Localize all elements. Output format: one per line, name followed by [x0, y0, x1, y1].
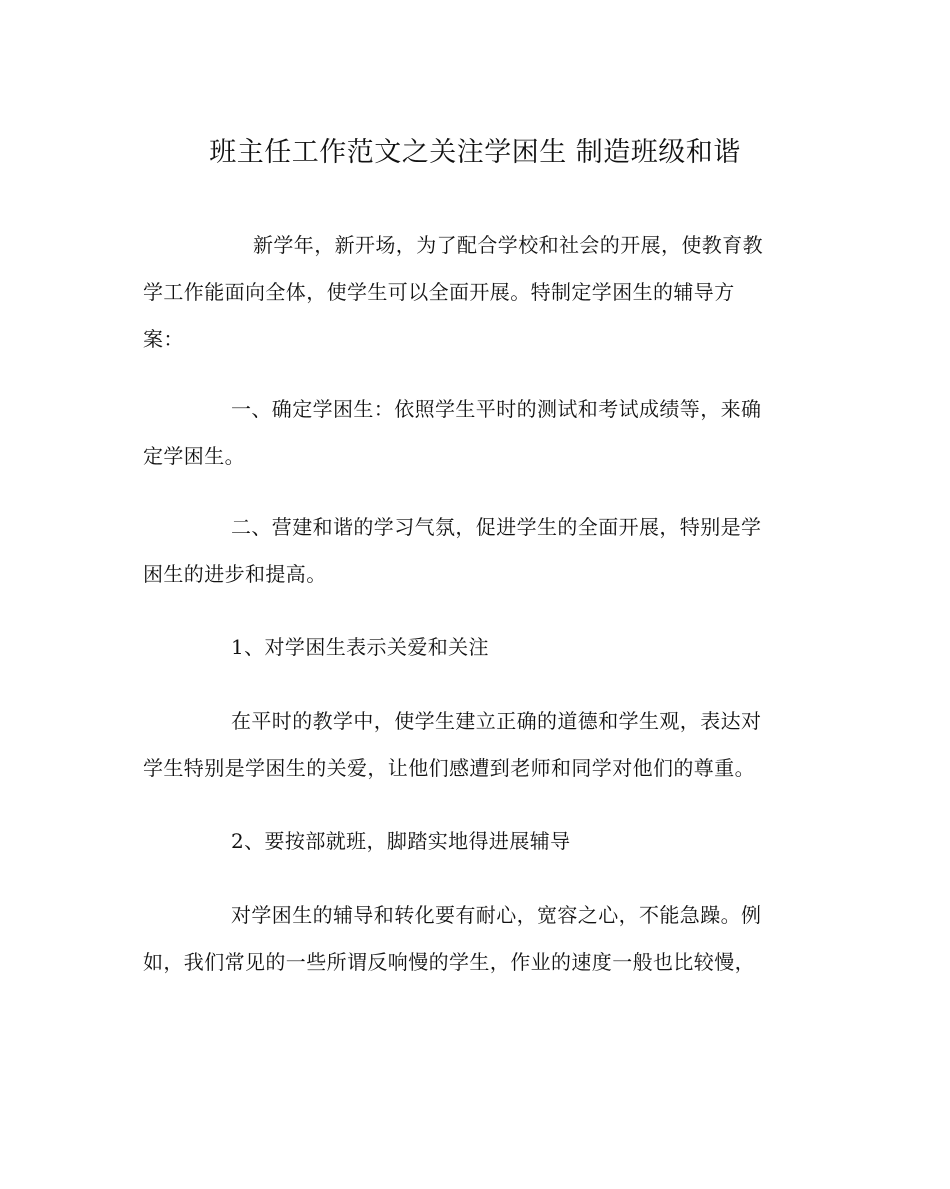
paragraph-section-1 — [143, 386, 807, 480]
paragraph-section-2 — [143, 504, 807, 598]
document-title: 班主任工作范文之关注学困生 制造班级和谐 — [209, 137, 741, 168]
paragraph-item-2-heading — [143, 818, 807, 865]
paragraph-line: 定学困生。 — [143, 444, 245, 468]
paragraph-line: 二、营建和谐的学习气氛，促进学生的全面开展，特别是学 — [231, 515, 762, 539]
paragraph-line: 1、对学困生表示关爱和关注 — [231, 635, 489, 659]
paragraph-line: 一、确定学困生：依照学生平时的测试和考试成绩等，来确 — [231, 397, 762, 421]
paragraph-line: 新学年，新开场，为了配合学校和社会的开展，使教育教 — [253, 233, 763, 257]
paragraph-item-1-heading — [143, 624, 807, 671]
paragraph-item-2-body — [143, 892, 807, 986]
paragraph-line: 如，我们常见的一些所谓反响慢的学生，作业的速度一般也比较慢， — [143, 950, 755, 974]
paragraph-line: 在平时的教学中，使学生建立正确的道德和学生观，表达对 — [231, 709, 762, 733]
paragraph-line: 2、要按部就班，脚踏实地得进展辅导 — [231, 829, 571, 853]
paragraph-line: 案： — [143, 327, 184, 351]
paragraph-line: 学生特别是学困生的关爱，让他们感遭到老师和同学对他们的尊重。 — [143, 756, 755, 780]
paragraph-line: 对学困生的辅导和转化要有耐心，宽容之心，不能急躁。例 — [231, 903, 762, 927]
paragraph-line: 学工作能面向全体，使学生可以全面开展。特制定学困生的辅导方 — [143, 280, 735, 304]
paragraph-intro — [143, 222, 807, 363]
paragraph-line: 困生的进步和提高。 — [143, 562, 327, 586]
paragraph-item-1-body — [143, 698, 807, 792]
